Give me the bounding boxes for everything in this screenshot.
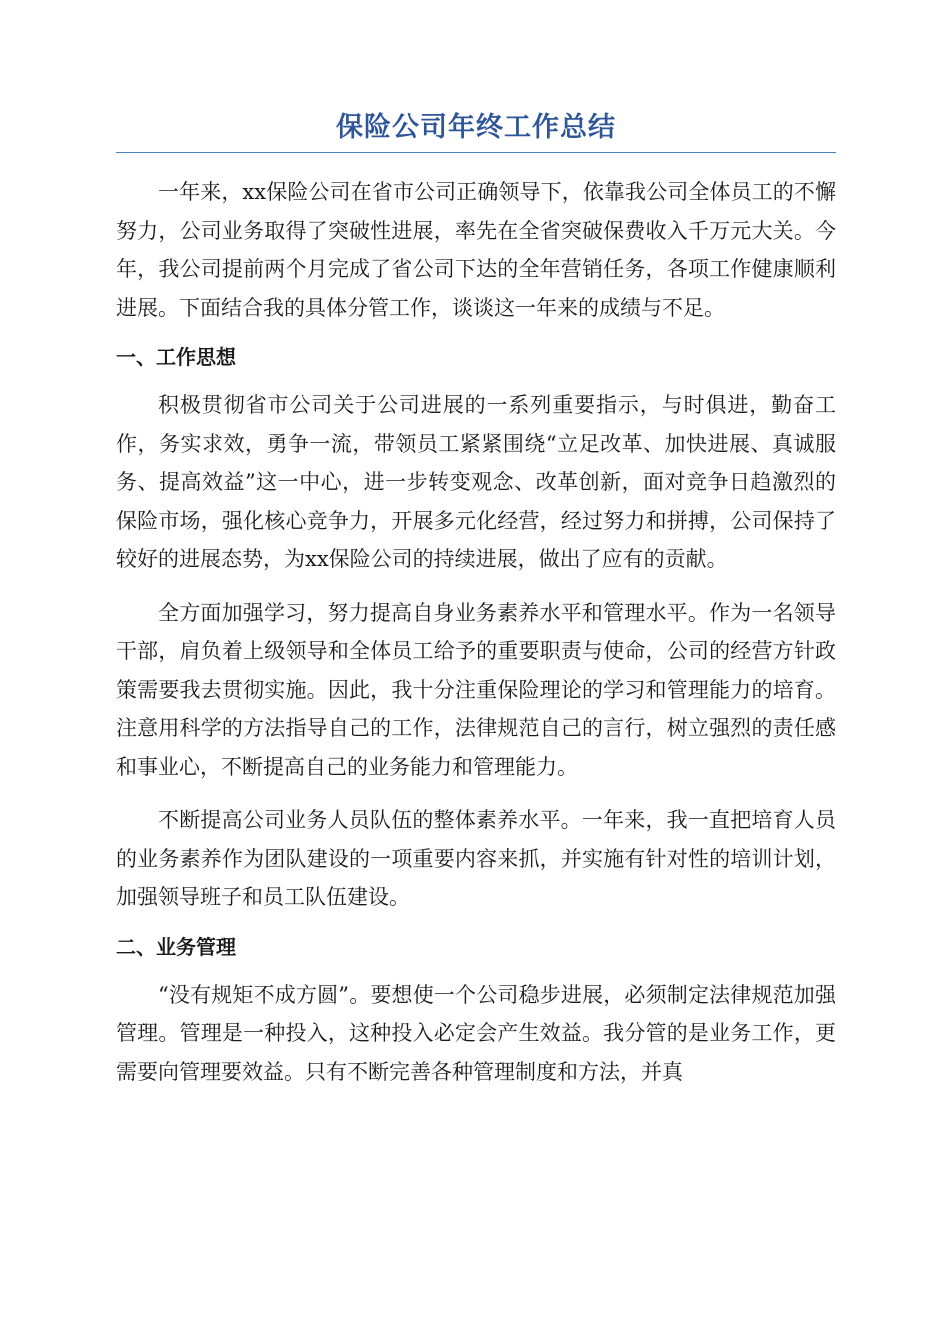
document-title: 保险公司年终工作总结 [116,108,836,153]
paragraph: 积极贯彻省市公司关于公司进展的一系列重要指示，与时俱进，勤奋工作，务实求效，勇争一流，带领员工紧紧围绕“立足改革、加快进展、真诚服务、提高效益”这一中心，进一步转变观念、改革创新，面对竞争日趋激烈的保险市场，强化核心竞争力，开展多元化经营，经过努力和拼搏，公司保持了较好的进展态势，为xx保险公司的持续进展，做出了应有的贡献。 [116,393,836,571]
section-heading-business-management: 二、业务管理 [116,934,236,959]
paragraph: 全方面加强学习，努力提高自身业务素养水平和管理水平。作为一名领导干部，肩负着上级领导和全体员工给予的重要职责与使命，公司的经营方针政策需要我去贯彻实施。因此，我十分注重保险理论的学习和管理能力的培育。注意用科学的方法指导自己的工作，法律规范自己的言行，树立强烈的责任感和事业心，不断提高自己的业务能力和管理能力。 [116,600,836,779]
intro-paragraph: 一年来，xx保险公司在省市公司正确领导下，依靠我公司全体员工的不懈努力，公司业务取得了突破性进展，率先在全省突破保费收入千万元大关。今年，我公司提前两个月完成了省公司下达的全年营销任务，各项工作健康顺利进展。下面结合我的具体分管工作，谈谈这一年来的成绩与不足。 [116,180,836,320]
paragraph: “没有规矩不成方圆”。要想使一个公司稳步进展，必须制定法律规范加强管理。管理是一种投入，这种投入必定会产生效益。我分管的是业务工作，更需要向管理要效益。只有不断完善各种管理制度和方法，并真 [116,982,836,1084]
paragraph: 不断提高公司业务人员队伍的整体素养水平。一年来，我一直把培育人员的业务素养作为团队建设的一项重要内容来抓，并实施有针对性的培训计划，加强领导班子和员工队伍建设。 [116,808,836,909]
document-page [116,108,836,1091]
section-heading-work-thought: 一、工作思想 [116,345,236,369]
